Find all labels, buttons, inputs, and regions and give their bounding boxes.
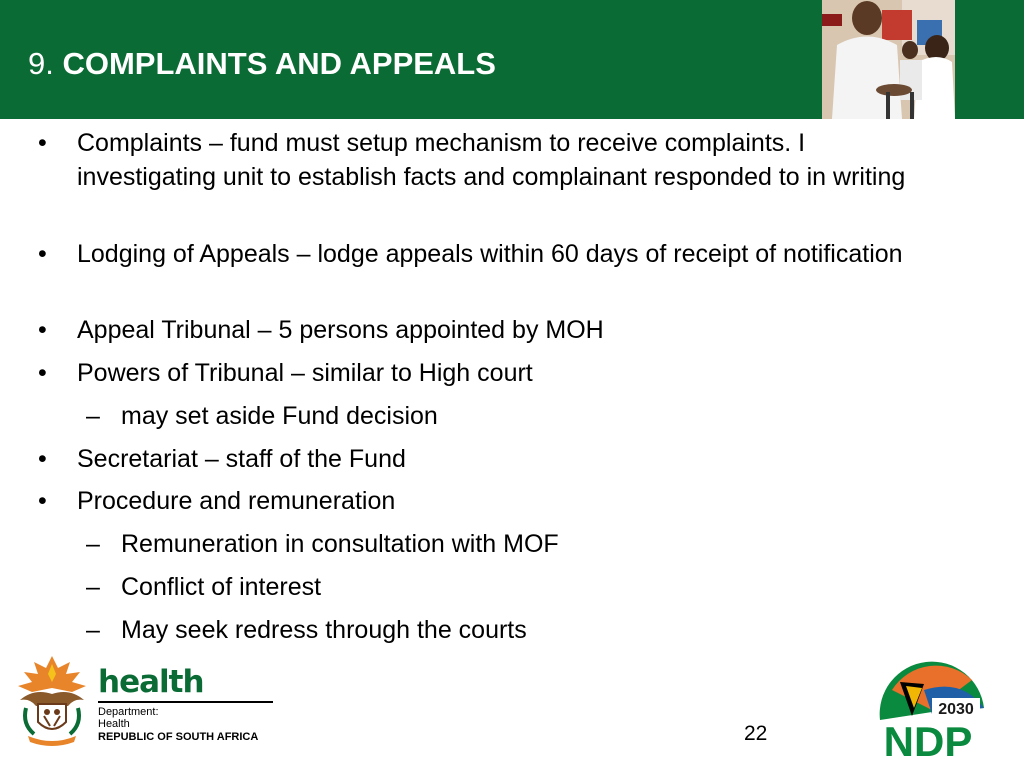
bullet-marker: • [38,445,47,473]
header-photo [822,0,955,119]
ndp-year: 2030 [938,701,974,718]
ndp-logo [872,660,992,760]
bullet-marker: • [38,240,47,268]
title-number: 9. [28,46,54,81]
slide-title [28,44,496,84]
sub-bullet-item [86,399,886,433]
dash-marker: – [86,616,100,644]
department-label [98,706,159,730]
bullet-text: Remuneration in consultation with MOF [121,530,559,558]
bullet-marker: • [38,359,47,387]
department-logo [14,654,284,754]
dash-marker: – [86,573,100,601]
health-wordmark: health [98,664,204,700]
title-text: COMPLAINTS AND APPEALS [62,46,496,81]
bullet-item [38,126,938,194]
bullet-text: Conflict of interest [121,573,322,601]
bullet-marker: • [38,316,47,344]
bullet-marker: • [38,129,47,157]
bullet-text: Lodging of Appeals – lodge appeals within 60 days of receipt of notification [77,240,903,268]
bullet-item [38,313,938,347]
ndp-2030-logo-icon [872,660,992,760]
department-line2: Health [98,718,130,730]
slide-header [0,0,1024,119]
ndp-text: NDP [883,718,973,760]
page-number: 22 [744,722,768,745]
bullet-marker: • [38,487,47,515]
coat-of-arms-icon [14,654,90,748]
nurse-with-children-photo [822,0,955,119]
logo-divider [98,701,273,703]
bullet-text: Procedure and remuneration [77,487,396,515]
bullet-text: Powers of Tribunal – similar to High court [77,359,533,387]
bullet-text: may set aside Fund decision [121,402,438,430]
bullet-item [38,356,938,390]
bullet-item [38,442,938,476]
sub-bullet-item [86,570,886,604]
bullet-text: Complaints – fund must setup mechanism to receive complaints. I investigating unit to establish facts and complainant responded to in writing [77,129,906,191]
sub-bullet-item [86,613,886,647]
bullet-text: Appeal Tribunal – 5 persons appointed by MOH [77,316,604,344]
department-line1: Department: [98,706,159,718]
dash-marker: – [86,402,100,430]
country-label: REPUBLIC OF SOUTH AFRICA [98,731,259,743]
dash-marker: – [86,530,100,558]
bullet-text: May seek redress through the courts [121,616,527,644]
bullet-text: Secretariat – staff of the Fund [77,445,406,473]
sub-bullet-item [86,527,886,561]
bullet-item [38,237,938,271]
bullet-item [38,484,938,518]
